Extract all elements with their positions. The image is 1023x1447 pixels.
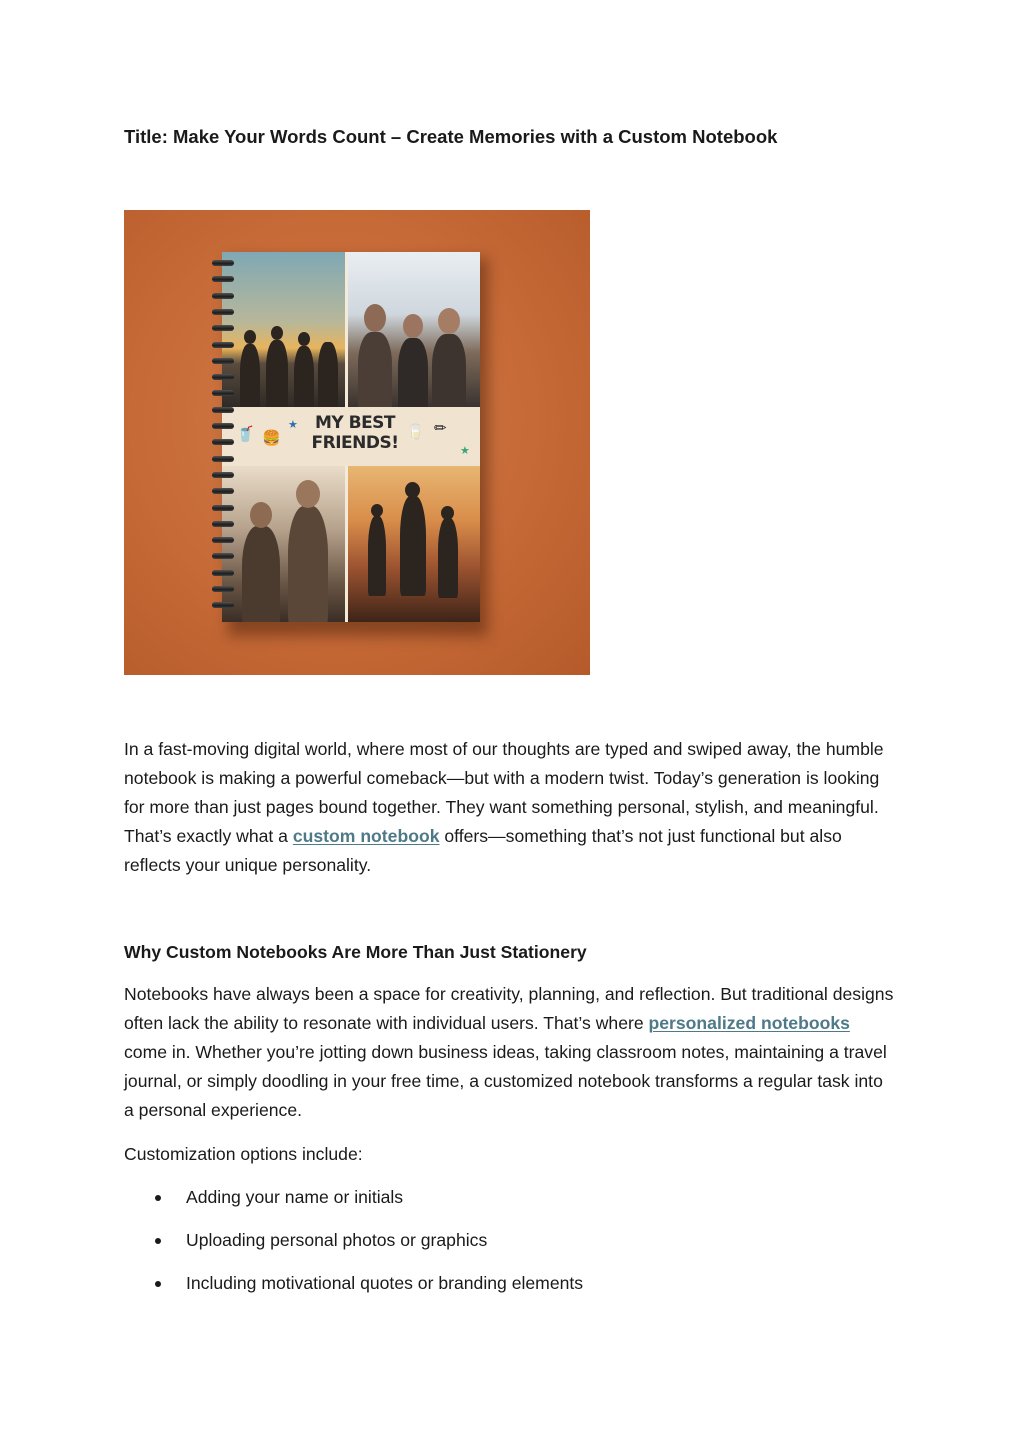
spiral-ring [212, 586, 234, 592]
cover-photo-dancing-friends [222, 466, 345, 622]
list-item-text: Including motivational quotes or branding elements [186, 1273, 584, 1293]
section-paragraph [124, 980, 894, 1125]
list-item [124, 1267, 824, 1310]
spiral-ring [212, 374, 234, 380]
spiral-ring [212, 358, 234, 364]
section-text-after-link: come in. Whether you’re jotting down business ideas, taking classroom notes, maintaining a travel journal, or simply doodling in your free time, a customized notebook transforms a regular task into a personal experience. [124, 1042, 887, 1120]
spiral-ring [212, 342, 234, 348]
spiral-binding [212, 260, 234, 616]
cover-title-band [222, 407, 480, 466]
spiral-ring [212, 537, 234, 543]
star-small-sticker-icon: ★ [460, 444, 470, 457]
spiral-ring [212, 456, 234, 462]
customization-options-list [124, 1181, 824, 1310]
star-sticker-icon: ★ [288, 418, 298, 431]
intro-text-after-link: offers—something that’s not just functional but also reflects your unique personality. [124, 826, 842, 875]
spiral-ring [212, 390, 234, 396]
spiral-ring [212, 602, 234, 608]
personalized-notebooks-link[interactable]: personalized notebooks [648, 1013, 850, 1033]
notebook-cover [222, 252, 480, 622]
spiral-ring [212, 439, 234, 445]
cover-title-text: MY BEST FRIENDS! [311, 413, 399, 453]
bullet-icon [155, 1238, 161, 1244]
spiral-ring [212, 472, 234, 478]
pencil-sticker-icon: ✏ [434, 419, 447, 437]
cover-photo-sunset-crowd [222, 252, 345, 407]
spiral-ring [212, 521, 234, 527]
burger-sticker-icon: 🍔 [262, 429, 281, 447]
notebook-photo [124, 210, 590, 675]
milk-sticker-icon: 🥛 [406, 423, 425, 441]
spiral-ring [212, 553, 234, 559]
list-item [124, 1181, 824, 1224]
intro-paragraph [124, 735, 894, 880]
spiral-ring [212, 505, 234, 511]
document-title: Title: Make Your Words Count – Create Memories with a Custom Notebook [124, 126, 778, 147]
options-intro: Customization options include: [124, 1144, 363, 1164]
list-item-text: Adding your name or initials [186, 1187, 404, 1207]
spiral-ring [212, 488, 234, 494]
spiral-ring [212, 570, 234, 576]
bullet-icon [155, 1281, 161, 1287]
intro-text-before-link: In a fast-moving digital world, where most of our thoughts are typed and swiped away, the humble notebook is making a powerful comeback—but with a modern twist. Today’s generation is looking for more than just pages bound together. They want something personal, stylish, and meaningful. That’s exactly what a [124, 739, 884, 846]
drink-sticker-icon: 🥤 [236, 425, 255, 443]
spiral-ring [212, 325, 234, 331]
spiral-ring [212, 423, 234, 429]
cover-photo-sunset-hills [348, 466, 480, 622]
spiral-ring [212, 293, 234, 299]
section-text-before-link: Notebooks have always been a space for creativity, planning, and reflection. But traditional designs often lack the ability to resonate with individual users. That’s where [124, 984, 894, 1033]
spiral-ring [212, 260, 234, 266]
list-item [124, 1224, 824, 1267]
spiral-ring [212, 276, 234, 282]
cover-photo-friends-group [348, 252, 480, 407]
spiral-ring [212, 407, 234, 413]
spiral-ring [212, 309, 234, 315]
section-heading: Why Custom Notebooks Are More Than Just Stationery [124, 942, 587, 962]
custom-notebook-link[interactable]: custom notebook [292, 826, 440, 846]
bullet-icon [155, 1195, 161, 1201]
list-item-text: Uploading personal photos or graphics [186, 1230, 488, 1250]
